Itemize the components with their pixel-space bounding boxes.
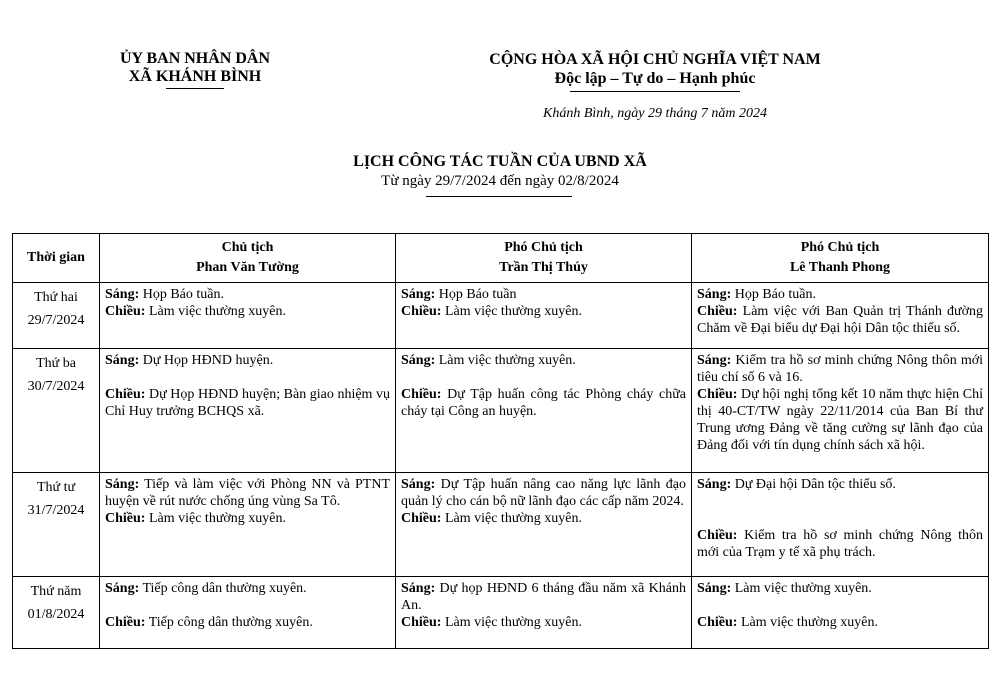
morning-text: Kiểm tra hồ sơ minh chứng Nông thôn mới tiêu chí số 6 và 16. bbox=[697, 353, 984, 385]
header-person: Phan Văn Tường bbox=[196, 260, 299, 275]
afternoon-text: Làm việc thường xuyên. bbox=[740, 615, 879, 630]
morning-text: Họp Báo tuần. bbox=[734, 287, 816, 302]
schedule-cell bbox=[396, 577, 692, 649]
table-row bbox=[13, 349, 989, 473]
afternoon-label: Chiều: bbox=[401, 615, 442, 630]
morning-label: Sáng: bbox=[697, 477, 732, 492]
motto-underline bbox=[570, 91, 740, 92]
afternoon-label: Chiều: bbox=[401, 387, 442, 402]
schedule-cell bbox=[692, 349, 989, 473]
morning-label: Sáng: bbox=[401, 353, 436, 368]
afternoon-text: Làm việc thường xuyên. bbox=[148, 304, 287, 319]
afternoon-text: Làm việc thường xuyên. bbox=[444, 511, 583, 526]
afternoon-text: Làm việc với Ban Quản trị Thánh đường Chăm về Đại biểu dự Đại hội Dân tộc thiểu số. bbox=[697, 304, 983, 336]
agency-line-1: ỦY BAN NHÂN DÂN bbox=[119, 50, 271, 67]
document-subtitle: Từ ngày 29/7/2024 đến ngày 02/8/2024 bbox=[381, 173, 619, 189]
issuing-agency bbox=[95, 50, 295, 89]
day-name: Thứ ba bbox=[36, 356, 76, 371]
day-name: Thứ năm bbox=[30, 584, 82, 599]
schedule-cell bbox=[396, 283, 692, 349]
afternoon-label: Chiều: bbox=[401, 511, 442, 526]
afternoon-label: Chiều: bbox=[105, 387, 146, 402]
schedule-cell bbox=[100, 349, 396, 473]
schedule-cell bbox=[692, 283, 989, 349]
nation-line-1: CỘNG HÒA XÃ HỘI CHỦ NGHĨA VIỆT NAM bbox=[489, 51, 821, 68]
header-role: Chủ tịch bbox=[221, 240, 274, 255]
agency-line-2: XÃ KHÁNH BÌNH bbox=[128, 68, 262, 85]
afternoon-label: Chiều: bbox=[401, 304, 442, 319]
header-time-label: Thời gian bbox=[27, 250, 85, 265]
header-person: Trần Thị Thúy bbox=[499, 260, 588, 275]
afternoon-text: Kiểm tra hồ sơ minh chứng Nông thôn mới của Trạm y tế xã phụ trách. bbox=[697, 528, 983, 560]
morning-text: Họp Báo tuần bbox=[438, 287, 517, 302]
morning-text: Tiếp công dân thường xuyên. bbox=[142, 581, 307, 596]
schedule-table bbox=[12, 233, 989, 649]
schedule-cell bbox=[100, 577, 396, 649]
header-person: Lê Thanh Phong bbox=[789, 260, 891, 275]
day-name: Thứ hai bbox=[34, 290, 78, 305]
header-col-2 bbox=[396, 234, 692, 283]
subtitle-underline bbox=[426, 196, 572, 197]
day-cell bbox=[13, 577, 100, 649]
schedule-cell bbox=[692, 577, 989, 649]
header-time bbox=[13, 234, 100, 283]
morning-label: Sáng: bbox=[401, 477, 436, 492]
morning-label: Sáng: bbox=[401, 287, 436, 302]
morning-label: Sáng: bbox=[401, 581, 436, 596]
afternoon-label: Chiều: bbox=[105, 615, 146, 630]
national-motto bbox=[455, 50, 855, 92]
schedule-cell bbox=[100, 473, 396, 577]
afternoon-text: Dự hội nghị tổng kết 10 năm thực hiện Chỉ thị 40-CT/TW ngày 22/11/2014 của Ban Bí thư Trung ương Đảng về tăng cường sự lãnh đạo của Đảng đối với tín dụng chính sách xã hội. bbox=[697, 387, 983, 453]
morning-text: Dự Tập huấn nâng cao năng lực lãnh đạo quản lý cho cán bộ nữ lãnh đạo các cấp năm 2024. bbox=[401, 477, 686, 509]
morning-text: Dự họp HĐND 6 tháng đầu năm xã Khánh An. bbox=[401, 581, 686, 613]
morning-text: Dự Họp HĐND huyện. bbox=[142, 353, 274, 368]
header-col-1 bbox=[100, 234, 396, 283]
day-date: 30/7/2024 bbox=[27, 379, 85, 394]
morning-label: Sáng: bbox=[105, 581, 140, 596]
morning-label: Sáng: bbox=[697, 353, 732, 368]
day-date: 29/7/2024 bbox=[27, 313, 85, 328]
afternoon-text: Dự Họp HĐND huyện; Bàn giao nhiệm vụ Chỉ Huy trưởng BCHQS xã. bbox=[105, 387, 390, 419]
table-header-row bbox=[13, 234, 989, 283]
agency-underline bbox=[166, 88, 224, 89]
table-row bbox=[13, 283, 989, 349]
day-cell bbox=[13, 283, 100, 349]
afternoon-text: Làm việc thường xuyên. bbox=[148, 511, 287, 526]
afternoon-text: Tiếp công dân thường xuyên. bbox=[148, 615, 313, 630]
day-name: Thứ tư bbox=[36, 480, 76, 495]
morning-text: Làm việc thường xuyên. bbox=[734, 581, 872, 596]
morning-label: Sáng: bbox=[105, 353, 140, 368]
morning-label: Sáng: bbox=[697, 287, 732, 302]
morning-text: Dự Đại hội Dân tộc thiểu số. bbox=[734, 477, 896, 492]
afternoon-text: Làm việc thường xuyên. bbox=[444, 304, 583, 319]
morning-label: Sáng: bbox=[105, 287, 140, 302]
schedule-cell bbox=[692, 473, 989, 577]
day-cell bbox=[13, 473, 100, 577]
document-title: LỊCH CÔNG TÁC TUẦN CỦA UBND XÃ bbox=[353, 153, 647, 170]
morning-label: Sáng: bbox=[697, 581, 732, 596]
table-row bbox=[13, 577, 989, 649]
afternoon-text: Dự Tập huấn công tác Phòng cháy chữa cháy tại Công an huyện. bbox=[401, 387, 686, 419]
afternoon-label: Chiều: bbox=[105, 304, 146, 319]
day-date: 31/7/2024 bbox=[27, 503, 85, 518]
schedule-cell bbox=[100, 283, 396, 349]
header-col-3 bbox=[692, 234, 989, 283]
afternoon-text: Làm việc thường xuyên. bbox=[444, 615, 583, 630]
afternoon-label: Chiều: bbox=[697, 304, 738, 319]
morning-text: Làm việc thường xuyên. bbox=[438, 353, 576, 368]
nation-line-2: Độc lập – Tự do – Hạnh phúc bbox=[554, 70, 756, 87]
afternoon-label: Chiều: bbox=[105, 511, 146, 526]
table-row bbox=[13, 473, 989, 577]
header-role: Phó Chủ tịch bbox=[800, 240, 880, 255]
morning-text: Họp Báo tuần. bbox=[142, 287, 224, 302]
place-date: Khánh Bình, ngày 29 tháng 7 năm 2024 bbox=[543, 106, 767, 121]
day-cell bbox=[13, 349, 100, 473]
schedule-cell bbox=[396, 349, 692, 473]
day-date: 01/8/2024 bbox=[27, 607, 85, 622]
morning-text: Tiếp và làm việc với Phòng NN và PTNT huyện về rút nước chống úng vùng Sa Tô. bbox=[105, 477, 391, 509]
header-role: Phó Chủ tịch bbox=[504, 240, 583, 255]
afternoon-label: Chiều: bbox=[697, 615, 738, 630]
afternoon-label: Chiều: bbox=[697, 528, 738, 543]
afternoon-label: Chiều: bbox=[697, 387, 738, 402]
schedule-cell bbox=[396, 473, 692, 577]
morning-label: Sáng: bbox=[105, 477, 140, 492]
